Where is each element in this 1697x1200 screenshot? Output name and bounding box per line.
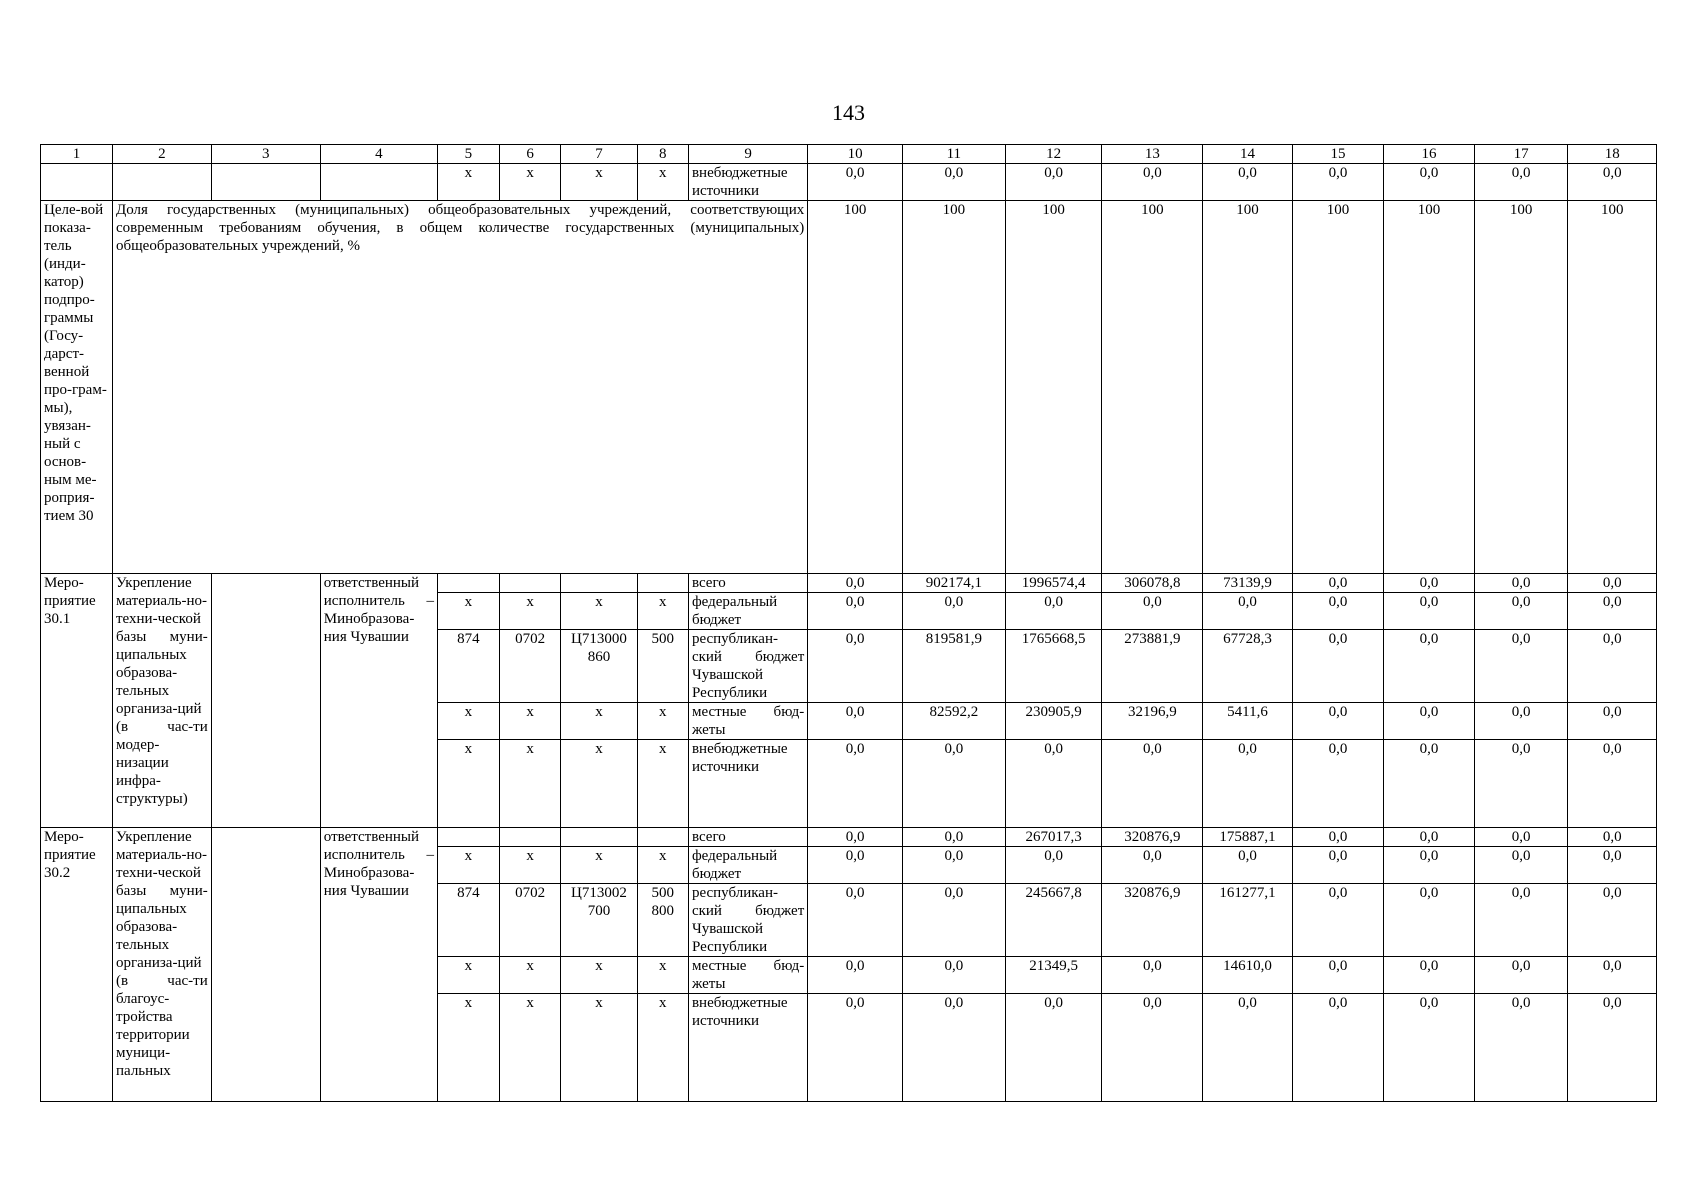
value-cell: 5411,6 (1203, 703, 1292, 740)
value-cell: 0,0 (1102, 847, 1203, 884)
code-cell: х (438, 593, 500, 630)
funding-source: республикан-ский бюджет Чувашской Республики (688, 884, 807, 957)
value-cell: 0,0 (1474, 593, 1568, 630)
value-cell: 0,0 (902, 884, 1005, 957)
value-cell: 14610,0 (1203, 957, 1292, 994)
value-cell: 0,0 (1384, 847, 1475, 884)
code-cell: х (637, 847, 688, 884)
code-cell (438, 574, 500, 593)
value-cell: 0,0 (1292, 740, 1384, 828)
code-cell: х (637, 593, 688, 630)
value-cell: 0,0 (1292, 574, 1384, 593)
value-cell: 0,0 (902, 957, 1005, 994)
value-cell: 0,0 (808, 847, 903, 884)
code-cell: х (637, 994, 688, 1102)
funding-source: местные бюд-жеты (688, 703, 807, 740)
indicator-text: Доля государственных (муниципальных) общеобразовательных учреждений, соответствующих современным требованиям обучения, в общем количестве государственных (муниципальных) общеобразовательных учреждений, % (113, 201, 808, 574)
cell (211, 574, 320, 828)
column-number: 18 (1568, 145, 1657, 164)
column-number: 3 (211, 145, 320, 164)
value-cell: 0,0 (1568, 847, 1657, 884)
value-cell: 0,0 (1384, 994, 1475, 1102)
value-cell: 819581,9 (902, 630, 1005, 703)
value-cell: 100 (902, 201, 1005, 574)
code-cell: х (438, 703, 500, 740)
code-cell: х (499, 957, 561, 994)
code-cell (637, 574, 688, 593)
responsible-executor: ответственный исполнитель – Минобразова-ния Чувашии (320, 828, 437, 1102)
value-cell: 0,0 (808, 828, 903, 847)
code-cell: 500 (637, 630, 688, 703)
value-cell: 0,0 (1568, 740, 1657, 828)
value-cell: 0,0 (808, 630, 903, 703)
code-cell: 874 (438, 884, 500, 957)
value-cell: 0,0 (1292, 164, 1384, 201)
page-number: 143 (832, 100, 865, 125)
value-cell: 0,0 (1568, 884, 1657, 957)
value-cell: 0,0 (1102, 740, 1203, 828)
value-cell: 0,0 (902, 164, 1005, 201)
event-name: Укрепление материаль-но-техни-ческой базы муни-ципальных образова-тельных организа-ций (в час-ти благоус-тройства территории муници-пальных (113, 828, 212, 1102)
cell (211, 828, 320, 1102)
code-cell: х (637, 957, 688, 994)
value-cell: 0,0 (1568, 630, 1657, 703)
value-cell: 320876,9 (1102, 884, 1203, 957)
value-cell: 1765668,5 (1005, 630, 1102, 703)
value-cell: 245667,8 (1005, 884, 1102, 957)
value-cell: 0,0 (1005, 847, 1102, 884)
cell: х (499, 164, 561, 201)
value-cell: 902174,1 (902, 574, 1005, 593)
code-cell: Ц713002 700 (561, 884, 637, 957)
column-number: 10 (808, 145, 903, 164)
column-number: 12 (1005, 145, 1102, 164)
value-cell: 100 (1568, 201, 1657, 574)
value-cell: 100 (1384, 201, 1475, 574)
value-cell: 0,0 (1384, 884, 1475, 957)
column-number: 8 (637, 145, 688, 164)
code-cell (561, 574, 637, 593)
column-number: 2 (113, 145, 212, 164)
value-cell: 0,0 (902, 740, 1005, 828)
funding-source: внебюджетные источники (688, 740, 807, 828)
funding-source: внебюджетные источники (688, 994, 807, 1102)
indicator-label: Целе-вой показа-тель (инди-катор) подпро-граммы (Госу-дарст-венной про-грам-мы), увязан-ный с основ-ным ме-роприя-тием 30 (41, 201, 113, 574)
code-cell: х (499, 740, 561, 828)
code-cell (438, 828, 500, 847)
value-cell: 0,0 (1005, 593, 1102, 630)
cell (211, 164, 320, 201)
value-cell: 0,0 (1102, 957, 1203, 994)
code-cell: х (637, 703, 688, 740)
value-cell: 0,0 (808, 593, 903, 630)
funding-source: внебюджетные источники (688, 164, 807, 201)
value-cell: 0,0 (1005, 740, 1102, 828)
event-label: Меро-приятие 30.1 (41, 574, 113, 828)
code-cell: 500 800 (637, 884, 688, 957)
value-cell: 0,0 (1203, 164, 1292, 201)
value-cell: 0,0 (1568, 994, 1657, 1102)
code-cell: 0702 (499, 884, 561, 957)
value-cell: 161277,1 (1203, 884, 1292, 957)
code-cell: х (499, 847, 561, 884)
value-cell: 0,0 (902, 847, 1005, 884)
value-cell: 21349,5 (1005, 957, 1102, 994)
value-cell: 0,0 (808, 884, 903, 957)
code-cell: х (499, 994, 561, 1102)
value-cell: 0,0 (1474, 994, 1568, 1102)
code-cell: х (438, 847, 500, 884)
value-cell: 0,0 (808, 957, 903, 994)
code-cell: х (561, 847, 637, 884)
value-cell: 230905,9 (1005, 703, 1102, 740)
table-row (41, 164, 1657, 201)
value-cell: 0,0 (1203, 593, 1292, 630)
code-cell: х (561, 957, 637, 994)
code-cell: х (637, 740, 688, 828)
funding-source: всего (688, 574, 807, 593)
column-number: 1 (41, 145, 113, 164)
value-cell: 0,0 (902, 994, 1005, 1102)
value-cell: 267017,3 (1005, 828, 1102, 847)
value-cell: 0,0 (1568, 828, 1657, 847)
value-cell: 0,0 (808, 574, 903, 593)
code-cell: х (499, 593, 561, 630)
value-cell: 100 (1292, 201, 1384, 574)
cell (320, 164, 437, 201)
value-cell: 32196,9 (1102, 703, 1203, 740)
value-cell: 0,0 (808, 994, 903, 1102)
column-number: 7 (561, 145, 637, 164)
code-cell: х (438, 957, 500, 994)
funding-source: республикан-ский бюджет Чувашской Республики (688, 630, 807, 703)
budget-table (40, 144, 1657, 1102)
value-cell: 306078,8 (1102, 574, 1203, 593)
value-cell: 0,0 (1384, 164, 1475, 201)
value-cell: 0,0 (1474, 703, 1568, 740)
value-cell: 100 (1005, 201, 1102, 574)
table-row (41, 828, 1657, 847)
value-cell: 0,0 (1474, 740, 1568, 828)
table-row (41, 574, 1657, 593)
value-cell: 0,0 (1203, 740, 1292, 828)
value-cell: 175887,1 (1203, 828, 1292, 847)
funding-source: федеральный бюджет (688, 847, 807, 884)
column-number: 17 (1474, 145, 1568, 164)
value-cell: 0,0 (902, 828, 1005, 847)
value-cell: 1996574,4 (1005, 574, 1102, 593)
value-cell: 0,0 (1384, 703, 1475, 740)
value-cell: 0,0 (1568, 703, 1657, 740)
funding-source: федеральный бюджет (688, 593, 807, 630)
indicator-row (41, 201, 1657, 574)
value-cell: 67728,3 (1203, 630, 1292, 703)
value-cell: 273881,9 (1102, 630, 1203, 703)
value-cell: 0,0 (1102, 164, 1203, 201)
value-cell: 0,0 (1203, 847, 1292, 884)
value-cell: 0,0 (1474, 164, 1568, 201)
value-cell: 0,0 (1292, 828, 1384, 847)
value-cell: 0,0 (1292, 703, 1384, 740)
value-cell: 100 (1203, 201, 1292, 574)
value-cell: 82592,2 (902, 703, 1005, 740)
code-cell: Ц713000 860 (561, 630, 637, 703)
code-cell: х (438, 740, 500, 828)
code-cell: х (438, 994, 500, 1102)
responsible-executor: ответственный исполнитель – Минобразова-ния Чувашии (320, 574, 437, 828)
value-cell: 0,0 (808, 703, 903, 740)
column-number: 4 (320, 145, 437, 164)
cell: х (561, 164, 637, 201)
column-number: 13 (1102, 145, 1203, 164)
value-cell: 0,0 (1102, 593, 1203, 630)
column-number: 9 (688, 145, 807, 164)
code-cell (499, 574, 561, 593)
value-cell: 0,0 (1568, 574, 1657, 593)
code-cell: 0702 (499, 630, 561, 703)
cell (113, 164, 212, 201)
value-cell: 0,0 (1292, 630, 1384, 703)
code-cell: х (561, 740, 637, 828)
code-cell: 874 (438, 630, 500, 703)
value-cell: 0,0 (1474, 884, 1568, 957)
value-cell: 0,0 (1292, 593, 1384, 630)
code-cell (499, 828, 561, 847)
value-cell: 100 (808, 201, 903, 574)
value-cell: 0,0 (1474, 847, 1568, 884)
value-cell: 0,0 (1292, 994, 1384, 1102)
code-cell (561, 828, 637, 847)
cell: х (637, 164, 688, 201)
value-cell: 0,0 (1568, 957, 1657, 994)
value-cell: 0,0 (1203, 994, 1292, 1102)
event-name: Укрепление материаль-но-техни-ческой базы муни-ципальных образова-тельных организа-ций (в час-ти модер-низации инфра-структуры) (113, 574, 212, 828)
column-number: 11 (902, 145, 1005, 164)
column-number: 15 (1292, 145, 1384, 164)
value-cell: 320876,9 (1102, 828, 1203, 847)
code-cell: х (561, 703, 637, 740)
value-cell: 0,0 (1292, 957, 1384, 994)
value-cell: 0,0 (1568, 164, 1657, 201)
column-number-row (41, 145, 1657, 164)
value-cell: 0,0 (1384, 828, 1475, 847)
value-cell: 0,0 (1568, 593, 1657, 630)
value-cell: 0,0 (1292, 847, 1384, 884)
value-cell: 0,0 (1384, 740, 1475, 828)
value-cell: 0,0 (808, 164, 903, 201)
event-label: Меро-приятие 30.2 (41, 828, 113, 1102)
cell: х (438, 164, 500, 201)
value-cell: 0,0 (1474, 630, 1568, 703)
value-cell: 73139,9 (1203, 574, 1292, 593)
value-cell: 0,0 (1474, 574, 1568, 593)
value-cell: 100 (1474, 201, 1568, 574)
value-cell: 0,0 (1384, 593, 1475, 630)
value-cell: 0,0 (1292, 884, 1384, 957)
code-cell (637, 828, 688, 847)
value-cell: 0,0 (808, 740, 903, 828)
code-cell: х (561, 994, 637, 1102)
value-cell: 0,0 (1384, 574, 1475, 593)
column-number: 14 (1203, 145, 1292, 164)
value-cell: 0,0 (902, 593, 1005, 630)
column-number: 16 (1384, 145, 1475, 164)
column-number: 5 (438, 145, 500, 164)
value-cell: 0,0 (1005, 994, 1102, 1102)
funding-source: местные бюд-жеты (688, 957, 807, 994)
code-cell: х (499, 703, 561, 740)
code-cell: х (561, 593, 637, 630)
value-cell: 0,0 (1384, 630, 1475, 703)
value-cell: 0,0 (1474, 828, 1568, 847)
value-cell: 0,0 (1005, 164, 1102, 201)
cell (41, 164, 113, 201)
column-number: 6 (499, 145, 561, 164)
value-cell: 0,0 (1384, 957, 1475, 994)
funding-source: всего (688, 828, 807, 847)
value-cell: 0,0 (1102, 994, 1203, 1102)
value-cell: 0,0 (1474, 957, 1568, 994)
value-cell: 100 (1102, 201, 1203, 574)
